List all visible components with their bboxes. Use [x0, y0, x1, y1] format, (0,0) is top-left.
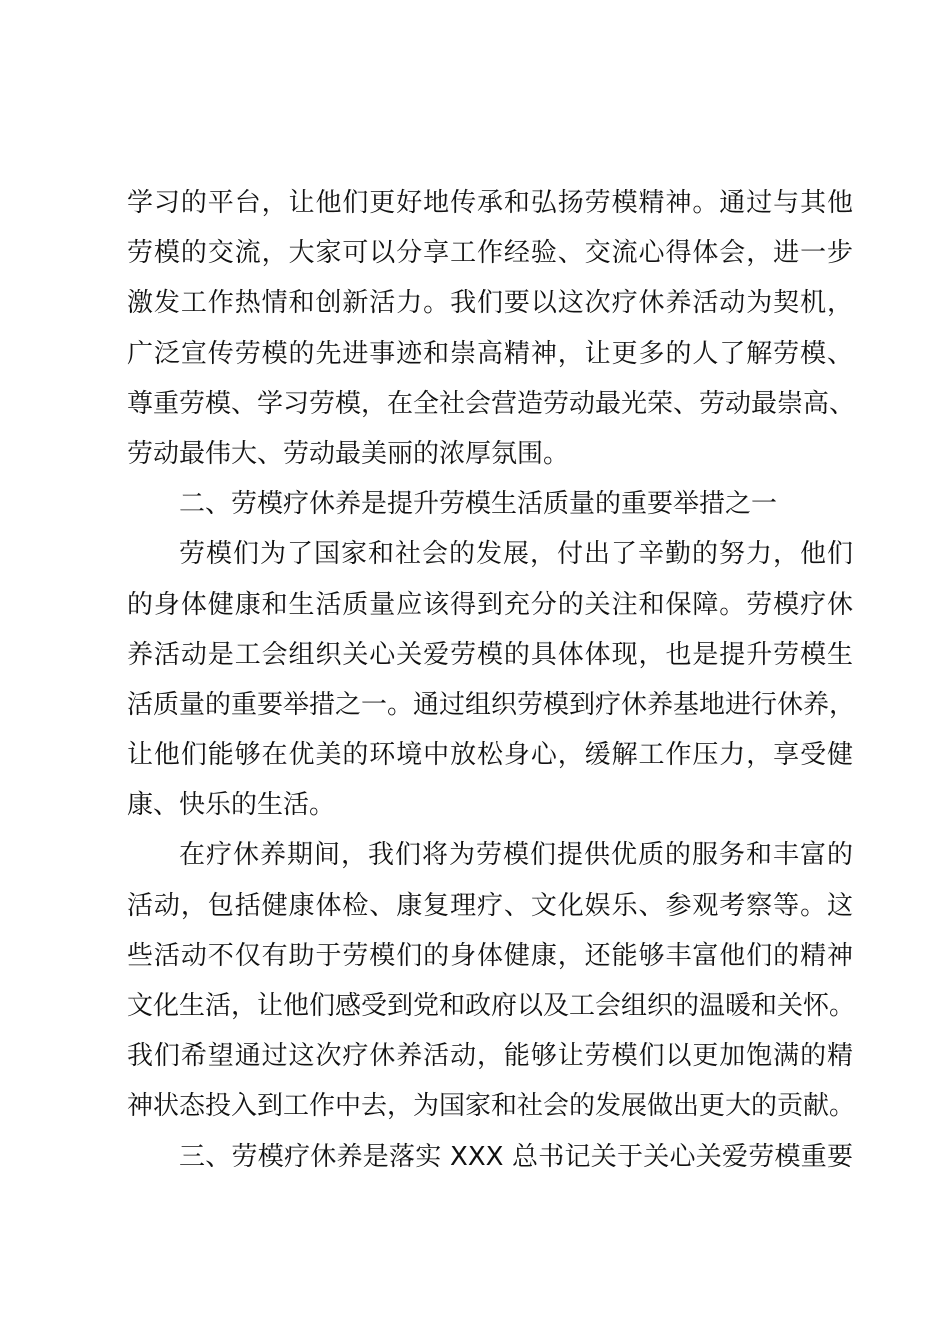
paragraph-line: 康、快乐的生活。 [127, 790, 336, 821]
paragraph-line: 劳动最伟大、劳动最美丽的浓厚氛围。 [127, 438, 570, 469]
paragraph-line: 尊重劳模、学习劳模，在全社会营造劳动最光荣、劳动最崇高、 [127, 388, 856, 419]
document-body [127, 178, 856, 1182]
paragraph-line: 在疗休养期间，我们将为劳模们提供优质的服务和丰富的 [179, 840, 853, 871]
paragraph-line: 我们希望通过这次疗休养活动，能够让劳模们以更加饱满的精 [127, 1041, 853, 1072]
section-heading: 三、劳模疗休养是落实 XXX 总书记关于关心关爱劳模重要 [179, 1141, 853, 1172]
paragraph-line: 神状态投入到工作中去，为国家和社会的发展做出更大的贡献。 [127, 1091, 856, 1122]
paragraph-line: 文化生活，让他们感受到党和政府以及工会组织的温暖和关怀。 [127, 991, 856, 1021]
paragraph-line: 广泛宣传劳模的先进事迹和崇高精神，让更多的人了解劳模、 [127, 338, 853, 369]
paragraph-line: 让他们能够在优美的环境中放松身心，缓解工作压力，享受健 [127, 740, 853, 771]
paragraph-line: 学习的平台，让他们更好地传承和弘扬劳模精神。通过与其他 [127, 188, 853, 218]
paragraph-line: 养活动是工会组织关心关爱劳模的具体体现，也是提升劳模生 [127, 639, 853, 670]
paragraph-line: 的身体健康和生活质量应该得到充分的关注和保障。劳模疗休 [127, 589, 853, 620]
paragraph-line: 些活动不仅有助于劳模们的身体健康，还能够丰富他们的精神 [127, 940, 853, 971]
paragraph-line: 活动，包括健康体检、康复理疗、文化娱乐、参观考察等。这 [127, 890, 853, 921]
paragraph-line: 劳模的交流，大家可以分享工作经验、交流心得体会，进一步 [127, 238, 853, 269]
paragraph-line: 激发工作热情和创新活力。我们要以这次疗休养活动为契机， [127, 288, 853, 319]
section-heading: 二、劳模疗休养是提升劳模生活质量的重要举措之一 [179, 489, 778, 520]
paragraph-line: 劳模们为了国家和社会的发展，付出了辛勤的努力，他们 [179, 539, 853, 570]
paragraph-line: 活质量的重要举措之一。通过组织劳模到疗休养基地进行休养， [127, 689, 856, 720]
